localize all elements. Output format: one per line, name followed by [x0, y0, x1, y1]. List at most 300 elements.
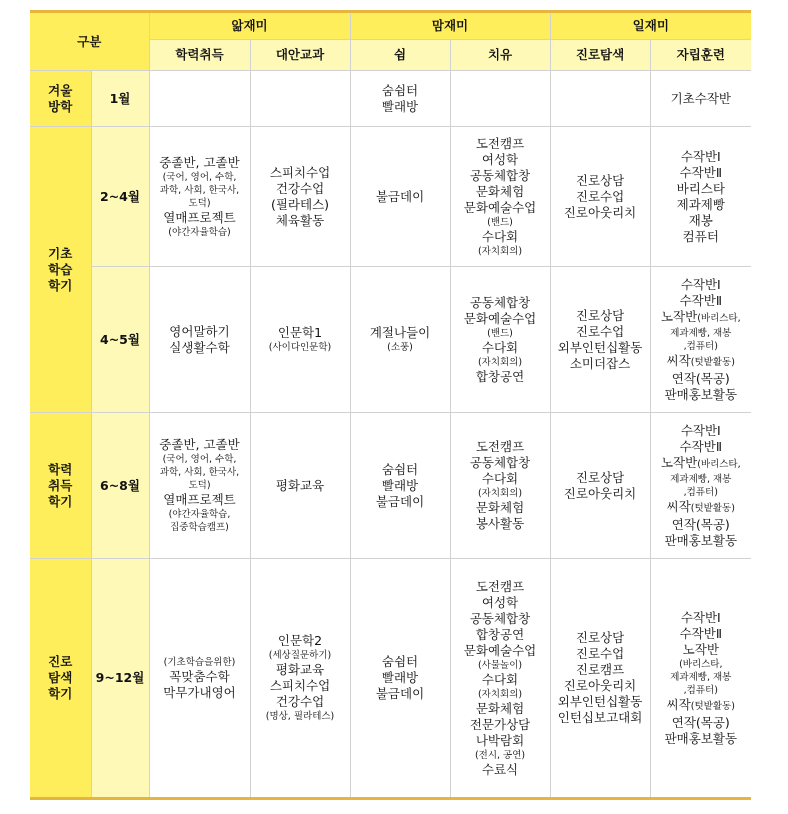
- cell-line-text: 불금데이: [375, 493, 425, 509]
- cell-line-text: 도덕): [188, 480, 211, 491]
- cell-line: [152, 340, 248, 356]
- cell-academic: [149, 559, 250, 799]
- cell-line: [653, 229, 750, 245]
- header-group-work: 일재미: [550, 12, 751, 40]
- cell-line-text: 진로캠프: [575, 662, 625, 677]
- cell-line-text: 계절나들이: [369, 325, 431, 340]
- cell-line-text: 스피치수업: [269, 678, 331, 693]
- term-label: 학기: [48, 493, 73, 509]
- cell-line: [453, 688, 548, 701]
- header-col-rest: 쉼: [350, 40, 450, 71]
- cell-career: [550, 127, 650, 267]
- cell-line-text: 문화예술수업: [463, 310, 537, 326]
- cell-line: [152, 453, 248, 466]
- cell-line: [653, 149, 750, 165]
- cell-line: [553, 646, 648, 662]
- cell-line: [353, 189, 448, 205]
- cell-line: [453, 229, 548, 245]
- cell-line-text: (야간자율학습,: [168, 509, 231, 520]
- cell-line: [453, 327, 548, 340]
- cell-line-text: 제과제빵, 재봉: [670, 327, 732, 339]
- cell-line: [152, 508, 248, 521]
- cell-line: [453, 136, 548, 152]
- cell-line-text: 수작반Ⅰ: [680, 422, 721, 438]
- month-cell: 1월: [91, 71, 149, 127]
- cell-line: [653, 439, 750, 455]
- cell-line-text: 진로상담: [575, 630, 625, 645]
- cell-independence: [650, 267, 751, 413]
- cell-line: [653, 715, 750, 731]
- cell-alternative: [250, 127, 350, 267]
- month-cell: 6~8월: [91, 413, 149, 559]
- cell-line-text: (자치회의): [477, 688, 523, 700]
- cell-line: [453, 369, 548, 385]
- cell-line-text: 공동체합창: [469, 167, 531, 183]
- cell-line-text: 중졸반, 고졸반: [159, 437, 240, 452]
- cell-line-text: (밴드): [487, 327, 513, 339]
- cell-line: [653, 610, 750, 626]
- cell-line-text: 과학, 사회, 한국사,: [159, 184, 240, 196]
- cell-healing: [450, 559, 550, 799]
- cell-line-note: (텃밭활동): [690, 700, 735, 712]
- cell-line-text: 외부인턴십활동: [557, 694, 643, 709]
- cell-line-text: 도전캠프: [475, 578, 525, 594]
- cell-line-text: 소미더잡스: [569, 355, 631, 371]
- cell-independence: [650, 127, 751, 267]
- cell-line-text: (국어, 영어, 수학,: [162, 171, 237, 183]
- term-label: 학기: [48, 277, 73, 293]
- cell-line-text: ,컴퓨터): [683, 684, 718, 696]
- cell-line-text: 노작반: [660, 454, 698, 470]
- header-category: 구분: [30, 12, 149, 71]
- cell-rest: [350, 413, 450, 559]
- cell-line-text: 노작반: [660, 308, 698, 324]
- cell-career: [550, 413, 650, 559]
- cell-line-text: (기초학습을위한): [163, 656, 236, 668]
- cell-line: [453, 733, 548, 749]
- cell-line-text: 수다회: [481, 671, 519, 687]
- cell-line-text: 건강수업: [275, 180, 325, 196]
- cell-line: [353, 325, 448, 341]
- cell-line: [152, 155, 248, 171]
- cell-line: [553, 340, 648, 356]
- month-cell: 4~5월: [91, 267, 149, 413]
- cell-line-text: 열매프로젝트: [163, 209, 236, 225]
- cell-academic: [149, 71, 250, 127]
- term-label: 학력: [48, 461, 73, 477]
- cell-line: [453, 701, 548, 717]
- cell-line: [152, 466, 248, 479]
- cell-line-text: 막무가내영어: [163, 684, 236, 700]
- cell-line-text: 수작반Ⅱ: [679, 625, 722, 641]
- cell-line-text: 진로수업: [575, 646, 625, 661]
- cell-line: [453, 500, 548, 516]
- term-cell: [30, 413, 91, 559]
- cell-line: [653, 626, 750, 642]
- cell-line: [653, 671, 750, 684]
- cell-line: [653, 684, 750, 697]
- cell-line-note: (바리스타,: [697, 312, 741, 324]
- cell-line-text: 여성학: [481, 594, 519, 610]
- cell-line: [253, 633, 348, 649]
- cell-line: [152, 685, 248, 701]
- cell-healing: [450, 267, 550, 413]
- cell-line-text: 진로상담: [575, 307, 625, 323]
- term-cell: [30, 559, 91, 799]
- cell-line-text: 꼭맞춤수학: [169, 668, 230, 684]
- cell-line: [553, 356, 648, 372]
- cell-line: [453, 672, 548, 688]
- cell-line: [152, 656, 248, 669]
- cell-line-note: (텃밭활동): [690, 502, 735, 514]
- cell-line: [453, 439, 548, 455]
- term-label: 방학: [48, 98, 73, 114]
- cell-line-text: (자치회의): [477, 356, 523, 368]
- cell-line-text: 외부인턴십활동: [557, 339, 643, 355]
- term-label: 학기: [48, 686, 73, 701]
- cell-line-text: (자치회의): [477, 488, 523, 499]
- cell-line: [653, 309, 750, 327]
- cell-line: [453, 516, 548, 532]
- cell-line: [653, 197, 750, 213]
- cell-line: [453, 455, 548, 471]
- cell-line-text: 수료식: [481, 761, 519, 777]
- cell-line: [553, 678, 648, 694]
- cell-line-text: 컴퓨터: [682, 228, 719, 244]
- cell-line-text: 수작반Ⅰ: [680, 276, 721, 292]
- cell-line: [453, 627, 548, 643]
- cell-line-note: (텃밭활동): [690, 356, 735, 368]
- cell-academic: [149, 267, 250, 413]
- cell-line-text: 진로수업: [575, 188, 625, 204]
- cell-line-text: (국어, 영어, 수학,: [162, 454, 237, 465]
- cell-line: [653, 658, 750, 671]
- term-label: 기초: [48, 245, 73, 261]
- cell-line-text: ,컴퓨터): [683, 486, 718, 498]
- cell-line-text: 인문학1: [277, 325, 323, 340]
- cell-line: [453, 311, 548, 327]
- cell-line-text: 중졸반, 고졸반: [159, 154, 240, 170]
- month-cell: 2~4월: [91, 127, 149, 267]
- cell-line: [152, 521, 248, 534]
- header-col-healing: 치유: [450, 40, 550, 71]
- cell-line: [353, 462, 448, 478]
- cell-line-text: 바리스타: [676, 180, 725, 196]
- cell-line-text: 봉사활동: [475, 516, 525, 531]
- cell-line-text: 문화예술수업: [463, 199, 537, 215]
- cell-line-text: 공동체합창: [469, 455, 531, 470]
- cell-line-text: 제과제빵, 재봉: [670, 671, 732, 683]
- cell-line: [253, 325, 348, 341]
- cell-line-text: 숨쉼터: [381, 82, 419, 98]
- header-col-academic: 학력취득: [149, 40, 250, 71]
- cell-line-text: 진로수업: [575, 323, 625, 339]
- cell-line: [453, 762, 548, 778]
- cell-academic: [149, 127, 250, 267]
- cell-line-text: (세상질문하기): [268, 650, 332, 661]
- cell-line-text: 진로상담: [575, 469, 625, 485]
- cell-line-text: (자치회의): [477, 245, 523, 257]
- term-label: 진로: [48, 654, 73, 669]
- cell-line-text: 빨래방: [381, 670, 419, 685]
- cell-line-text: 문화예술수업: [463, 642, 537, 658]
- cell-line-text: 전문가상담: [469, 716, 531, 732]
- cell-line: [253, 181, 348, 197]
- cell-line-text: 공동체합창: [469, 294, 531, 310]
- cell-line-text: 숨쉼터: [381, 654, 419, 669]
- cell-line-text: 숨쉼터: [381, 461, 419, 477]
- cell-line: [453, 168, 548, 184]
- term-cell: [30, 71, 91, 127]
- cell-line: [253, 678, 348, 694]
- cell-line-text: 인문학2: [277, 633, 323, 648]
- cell-line: [653, 517, 750, 533]
- cell-line: [453, 487, 548, 500]
- cell-line-text: 판매홍보활동: [664, 532, 738, 548]
- cell-line-text: 수작반Ⅱ: [679, 292, 722, 308]
- cell-line: [653, 353, 750, 371]
- cell-healing: [450, 413, 550, 559]
- cell-line: [353, 670, 448, 686]
- cell-line-text: 씨작: [666, 498, 691, 514]
- cell-healing: [450, 127, 550, 267]
- header-col-alternative: 대안교과: [250, 40, 350, 71]
- month-cell: 9~12월: [91, 559, 149, 799]
- cell-alternative: [250, 71, 350, 127]
- table-row: [30, 71, 751, 127]
- cell-line: [152, 184, 248, 197]
- cell-line: [453, 643, 548, 659]
- cell-line: [653, 213, 750, 229]
- cell-line: [553, 630, 648, 646]
- cell-line: [453, 356, 548, 369]
- cell-line-note: (바리스타,: [697, 458, 741, 470]
- cell-career: [550, 559, 650, 799]
- cell-line-text: 불금데이: [375, 686, 425, 701]
- cell-line: [653, 165, 750, 181]
- cell-line-text: (사이다인문학): [268, 342, 332, 353]
- table-row: [30, 267, 751, 413]
- cell-line-text: 판매홍보활동: [664, 730, 738, 746]
- cell-alternative: [250, 559, 350, 799]
- cell-line: [653, 499, 750, 517]
- cell-line: [453, 340, 548, 356]
- cell-line: [152, 171, 248, 184]
- table-row: [30, 413, 751, 559]
- cell-academic: [149, 413, 250, 559]
- cell-line: [152, 226, 248, 239]
- cell-rest: [350, 127, 450, 267]
- cell-line-text: 과학, 사회, 한국사,: [159, 467, 240, 478]
- cell-line-text: 진로아웃리치: [563, 485, 637, 501]
- cell-line: [653, 91, 750, 107]
- cell-line-text: 문화체험: [475, 500, 525, 515]
- cell-line: [453, 152, 548, 168]
- cell-independence: [650, 559, 751, 799]
- cell-alternative: [250, 413, 350, 559]
- cell-line: [553, 324, 648, 340]
- cell-line-text: 도전캠프: [475, 439, 525, 454]
- cell-line: [553, 205, 648, 221]
- header-col-career: 진로탐색: [550, 40, 650, 71]
- cell-line-text: 평화교육: [275, 662, 325, 677]
- cell-career: [550, 71, 650, 127]
- term-label: 취득: [48, 477, 73, 493]
- cell-line: [253, 213, 348, 229]
- cell-line-text: 체육활동: [275, 212, 325, 228]
- cell-line: [253, 165, 348, 181]
- cell-line: [152, 492, 248, 508]
- cell-line: [152, 479, 248, 492]
- cell-line-text: 연작(목공): [671, 370, 730, 386]
- cell-line: [253, 649, 348, 662]
- cell-independence: [650, 71, 751, 127]
- cell-line-text: 수작반Ⅱ: [679, 438, 722, 454]
- cell-line: [453, 216, 548, 229]
- cell-line: [253, 710, 348, 723]
- cell-line-text: (필라테스): [270, 196, 330, 212]
- cell-line-text: 기초수작반: [670, 90, 731, 106]
- cell-line: [653, 423, 750, 439]
- term-label: 학습: [48, 261, 73, 277]
- cell-line: [553, 662, 648, 678]
- cell-line: [653, 486, 750, 499]
- cell-line: [453, 611, 548, 627]
- cell-line-text: (명상, 필라테스): [265, 711, 335, 722]
- cell-line-text: 빨래방: [381, 477, 419, 493]
- cell-line-text: 평화교육: [275, 477, 325, 493]
- cell-line: [353, 686, 448, 702]
- cell-line-text: 빨래방: [381, 98, 419, 114]
- cell-healing: [450, 71, 550, 127]
- cell-line-text: 연작(목공): [671, 516, 730, 532]
- cell-line-text: 수다회: [481, 339, 519, 355]
- cell-line: [353, 494, 448, 510]
- cell-line: [253, 662, 348, 678]
- cell-line: [553, 710, 648, 726]
- cell-line: [353, 341, 448, 354]
- cell-line-text: 합창공연: [475, 626, 525, 642]
- cell-line-text: (야간자율학습): [168, 226, 231, 238]
- cell-line: [152, 324, 248, 340]
- cell-line-text: 씨작: [666, 696, 691, 712]
- cell-line-text: 수작반Ⅰ: [680, 148, 721, 164]
- cell-line-text: 재봉: [688, 212, 713, 228]
- cell-line: [653, 277, 750, 293]
- cell-line: [453, 471, 548, 487]
- cell-career: [550, 267, 650, 413]
- cell-independence: [650, 413, 751, 559]
- cell-line-text: 수작반Ⅱ: [679, 164, 722, 180]
- term-label: 탐색: [48, 670, 73, 685]
- cell-line: [553, 486, 648, 502]
- cell-line: [453, 579, 548, 595]
- cell-line: [453, 295, 548, 311]
- cell-line: [653, 731, 750, 747]
- term-label: 겨울: [48, 82, 73, 98]
- cell-line-text: 영어말하기: [169, 323, 230, 339]
- cell-line-text: (소풍): [387, 342, 413, 353]
- cell-line-text: 제과제빵, 재봉: [670, 473, 732, 485]
- cell-rest: [350, 71, 450, 127]
- cell-line: [653, 181, 750, 197]
- term-cell: [30, 127, 91, 413]
- cell-line: [553, 308, 648, 324]
- cell-line-text: 문화체험: [475, 183, 525, 199]
- cell-line: [253, 341, 348, 354]
- cell-line-text: 스피치수업: [269, 164, 331, 180]
- cell-line: [653, 371, 750, 387]
- cell-line: [453, 200, 548, 216]
- cell-line-text: 문화체험: [475, 700, 525, 716]
- table-row: [30, 127, 751, 267]
- cell-line: [453, 749, 548, 762]
- cell-line: [653, 473, 750, 486]
- cell-line: [353, 654, 448, 670]
- cell-line: [453, 184, 548, 200]
- cell-line: [553, 470, 648, 486]
- cell-line: [152, 210, 248, 226]
- cell-line-text: ,컴퓨터): [683, 340, 718, 352]
- cell-line: [653, 327, 750, 340]
- cell-line-text: 노작반: [682, 641, 719, 657]
- cell-line: [253, 694, 348, 710]
- cell-line: [353, 99, 448, 115]
- cell-line-text: 제과제빵: [676, 196, 725, 212]
- cell-line-text: 연작(목공): [671, 714, 730, 730]
- cell-line: [453, 717, 548, 733]
- cell-line-text: 실생활수학: [169, 339, 230, 355]
- cell-line-text: 씨작: [666, 352, 691, 368]
- cell-line: [653, 293, 750, 309]
- cell-line-text: 합창공연: [475, 368, 525, 384]
- cell-line: [353, 478, 448, 494]
- cell-line-text: 인턴십보고대회: [557, 710, 643, 725]
- cell-line: [553, 189, 648, 205]
- cell-line-text: (전시, 공연): [474, 749, 526, 761]
- cell-line-text: (사물놀이): [477, 659, 523, 671]
- cell-line-text: 불금데이: [375, 188, 425, 204]
- header-col-independence: 자립훈련: [650, 40, 751, 71]
- curriculum-table: [30, 10, 751, 800]
- cell-line: [152, 669, 248, 685]
- cell-line-text: (밴드): [487, 216, 513, 228]
- cell-line: [653, 455, 750, 473]
- cell-rest: [350, 267, 450, 413]
- cell-line: [653, 697, 750, 715]
- cell-line-text: 수다회: [481, 228, 519, 244]
- cell-line: [453, 245, 548, 258]
- cell-line: [553, 694, 648, 710]
- cell-line-text: 판매홍보활동: [664, 386, 738, 402]
- cell-line: [353, 83, 448, 99]
- cell-line: [152, 197, 248, 210]
- cell-line: [653, 533, 750, 549]
- table-row: [30, 559, 751, 799]
- cell-line: [253, 197, 348, 213]
- cell-rest: [350, 559, 450, 799]
- cell-line-text: 나박람회: [475, 732, 525, 748]
- cell-line: [453, 595, 548, 611]
- cell-line: [253, 478, 348, 494]
- cell-line: [653, 387, 750, 403]
- cell-line: [453, 659, 548, 672]
- header-group-mind: 맘재미: [350, 12, 550, 40]
- cell-line-text: 공동체합창: [469, 610, 531, 626]
- cell-line-text: 진로아웃리치: [563, 204, 637, 220]
- cell-alternative: [250, 267, 350, 413]
- cell-line: [152, 437, 248, 453]
